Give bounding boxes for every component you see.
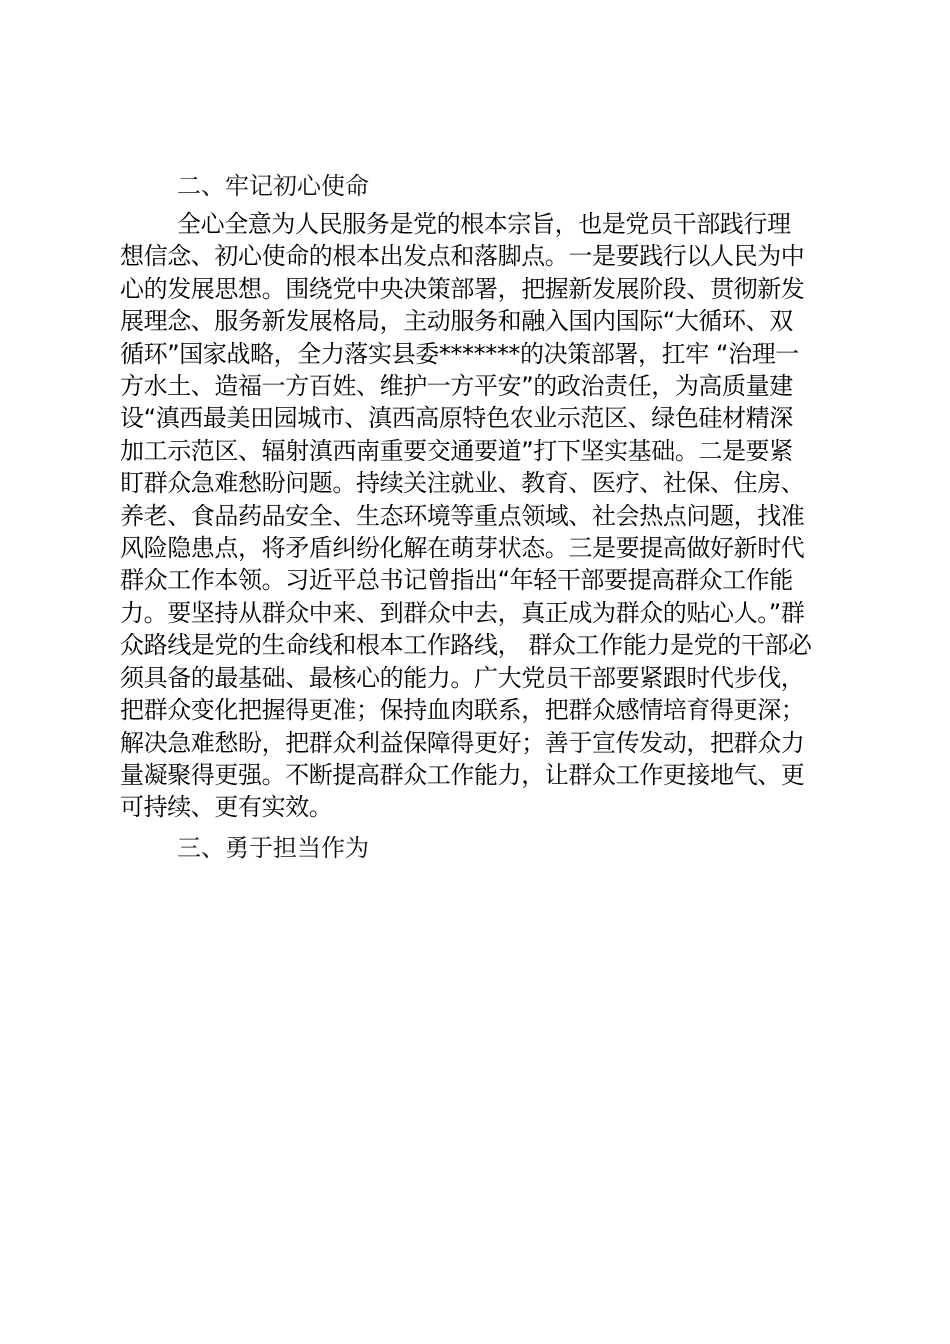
paragraph-line: 心的发展思想。围绕党中央决策部署，把握新发展阶段、贯彻新发: [120, 274, 805, 303]
paragraph-line: 想信念、初心使命的根本出发点和落脚点。一是要践行以人民为中: [120, 242, 805, 271]
section-heading-2: 二、牢记初心使命: [177, 172, 369, 200]
paragraph-line: 解决急难愁盼，把群众利益保障得更好；善于宣传发动，把群众力: [120, 728, 805, 757]
paragraph-line: 群众工作本领。习近平总书记曾指出“年轻干部要提高群众工作能: [120, 566, 793, 595]
paragraph-line: 盯群众急难愁盼问题。持续关注就业、教育、医疗、社保、住房、: [120, 469, 805, 498]
paragraph-line: 全心全意为人民服务是党的根本宗旨，也是党员干部践行理: [177, 210, 791, 238]
paragraph-line: 风险隐患点，将矛盾纠纷化解在萌芽状态。三是要提高做好新时代: [120, 534, 805, 563]
paragraph-line: 加工示范区、辐射滇西南重要交通要道”打下坚实基础。二是要紧: [120, 436, 793, 465]
document-content: [120, 168, 842, 866]
paragraph-line: 可持续、更有实效。: [120, 793, 333, 822]
paragraph-line: 须具备的最基础、最核心的能力。广大党员干部要紧跟时代步伐，: [120, 663, 805, 692]
paragraph-line: 众路线是党的生命线和根本工作路线， 群众工作能力是党的干部必: [120, 631, 812, 660]
paragraph-line: 把群众变化把握得更准；保持血肉联系，把群众感情培育得更深；: [120, 696, 805, 725]
paragraph-line: 循环”国家战略，全力落实县委*******的决策部署，扛牢 “治理一: [120, 339, 799, 368]
paragraph-line: 方水土、造福一方百姓、维护一方平安”的政治责任，为高质量建: [120, 372, 793, 401]
paragraph-line: 设“滇西最美田园城市、滇西高原特色农业示范区、绿色硅材精深: [120, 404, 793, 433]
paragraph-line: 养老、食品药品安全、生态环境等重点领域、社会热点问题，找准: [120, 501, 805, 530]
paragraph-line: 量凝聚得更强。不断提高群众工作能力，让群众工作更接地气、更: [120, 760, 805, 789]
paragraph-line: 力。要坚持从群众中来、到群众中去，真正成为群众的贴心人。”群: [120, 598, 805, 627]
paragraph-line: 展理念、服务新发展格局，主动服务和融入国内国际“大循环、双: [120, 307, 793, 336]
section-heading-3: 三、勇于担当作为: [177, 833, 369, 862]
section-2-paragraph: [120, 208, 842, 824]
